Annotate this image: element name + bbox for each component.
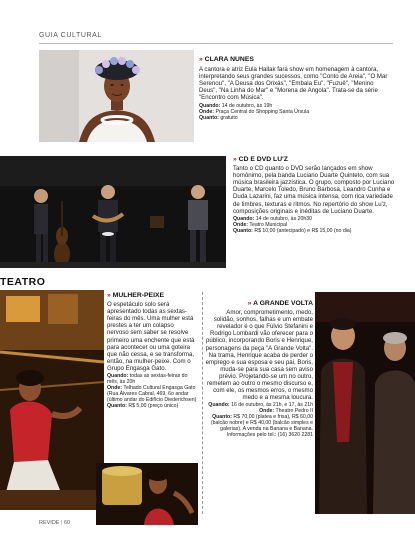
a-grande-volta-illustration [315,292,415,514]
magazine-name: REVIDE [39,520,60,526]
cd-dvd-luz-heading [233,156,398,163]
info-line-when: Quando: todas as sextas-feiras do mês, às 20h [107,373,188,386]
a-grande-volta-title: A GRANDE VOLTA [253,300,313,307]
page-footer [39,520,70,526]
arrow-icon: » [199,56,203,63]
arrow-icon: » [247,300,252,307]
mulher-peixe-body: O espetáculo solo será apresentado todas as sextas-feiras do mês. Uma mulher está prestes a ter um colapso nervoso sem saber se resolve primeiro uma enchente que está para acontecer ou uma goteira que não cessa, e se transforma, então, na mulher-peixe. Com o Grupo Engasga Gato. [107,301,195,372]
clara-nunes-heading [199,56,393,63]
header-rule [39,43,393,44]
clara-nunes-info [199,103,393,121]
info-line-when: Quando: 14 de outubro, às 19h [199,102,273,109]
arrow-icon: » [107,292,111,299]
footer-separator: | [61,520,63,526]
clara-nunes-article [199,56,393,121]
info-line-where: Onde: Theatro Pedro II [259,408,313,415]
cd-dvd-luz-info [233,216,398,234]
arrow-icon: » [233,156,237,163]
mulher-peixe-heading [107,292,197,299]
mulher-peixe-info [107,373,197,409]
clara-nunes-body: A cantora e atriz Eula Hallak fará show em homenagem à cantora, interpretando seus grandes sucessos, como "Conto de Areia", "O Mar Serenou", "A Deusa dos Orixás", "Embala Eu", "Fuzuê", "Menino Deus", "Na Linha do Mar" e "Morena de Angola". Trata-se da série "Encontro com Música". [199,66,388,102]
clara-nunes-title: CLARA NUNES [204,56,254,63]
cd-dvd-luz-article [233,156,398,234]
a-grande-volta-heading [205,300,313,307]
clara-nunes-illustration [39,50,194,142]
info-line-where: Onde: Teatro Municipal [233,221,288,228]
teatro-section-title: TEATRO [0,276,46,288]
band-illustration [0,156,226,268]
info-line-when: Quando: 14 de outubro, às 20h30 [233,215,313,222]
info-line-price: Quanto: R$ 10,00 (antecipado) e R$ 15,00 (no dia) [233,227,352,234]
cd-dvd-luz-title: CD E DVD LU'Z [238,156,288,163]
a-grande-volta-photo [315,292,415,514]
info-line-price: Quanto: gratuito [199,114,238,121]
a-grande-volta-body: Amor, comprometimento, medo, solidão, sonhos, falhas e um embate revelador é o que Fúlvio Stefanini e Rodrigo Lombardi vão oferecer para o público, incorporando Boris e Henrique, personagens da peça "A Grande Volta". Na trama, Henrique acaba de perder o emprego e sua esposa e seu pai, Boris, muda-se para sua casa sem aviso prévio. Projetando-se um no outro, remetem ao outro o mesmo discurso e, com ele, os mesmos erros, o mesmo medo e a mesma loucura. [205,309,313,402]
mulher-peixe-photo [0,290,104,510]
info-line-price: Quanto: R$ 5,00 (preço único) [107,403,179,410]
band-photo [0,156,226,268]
mulher-peixe-article [107,292,197,409]
section-header: GUIA CULTURAL [39,32,102,39]
info-line-where: Onde: Praça Central do Shopping Santa Úrsula [199,108,310,115]
a-grande-volta-article [205,300,313,438]
column-divider [202,292,203,514]
page-number: 60 [63,520,71,526]
mulher-peixe-illustration [0,290,104,510]
clara-nunes-photo [39,50,194,142]
info-line-where: Onde: Telhado Cultural Engasga Gato (Rua Álvares Cabral, 469, 6o andar (último andar do Edifício Diederichsen) [107,385,197,404]
bucket-illustration [96,463,198,525]
cd-dvd-luz-body: Tanto o CD quanto o DVD serão lançados em show homônimo, pela banda Luciano Duarte Quinteto, com sua música brasileira jazzística. O grupo, composto por Luciano Duarte, Marcelo Toledo, Bruno Barbosa, Leandro Cunha e Duda Lazarini, faz uma música intensa, com rica variedade de timbres, texturas e ritmos. No repertório do show Lu'z, composições originais e inéditas de Luciano Duarte. [233,165,395,215]
bucket-photo [96,463,198,525]
mulher-peixe-title: MULHER-PEIXE [112,292,165,299]
a-grande-volta-info [205,402,313,438]
info-line-price: Quanto: R$ 70,00 (platea e frisa), R$ 60,00 (balcão nobre) e R$ 40,00 (balcão simples e galerias). A venda na Banana e Banana. Informações pelo tel.: (16) 3620 2281 [210,414,313,439]
info-line-when: Quando: 16 de outubro, às 21h, e 17, às 21h [208,402,313,409]
